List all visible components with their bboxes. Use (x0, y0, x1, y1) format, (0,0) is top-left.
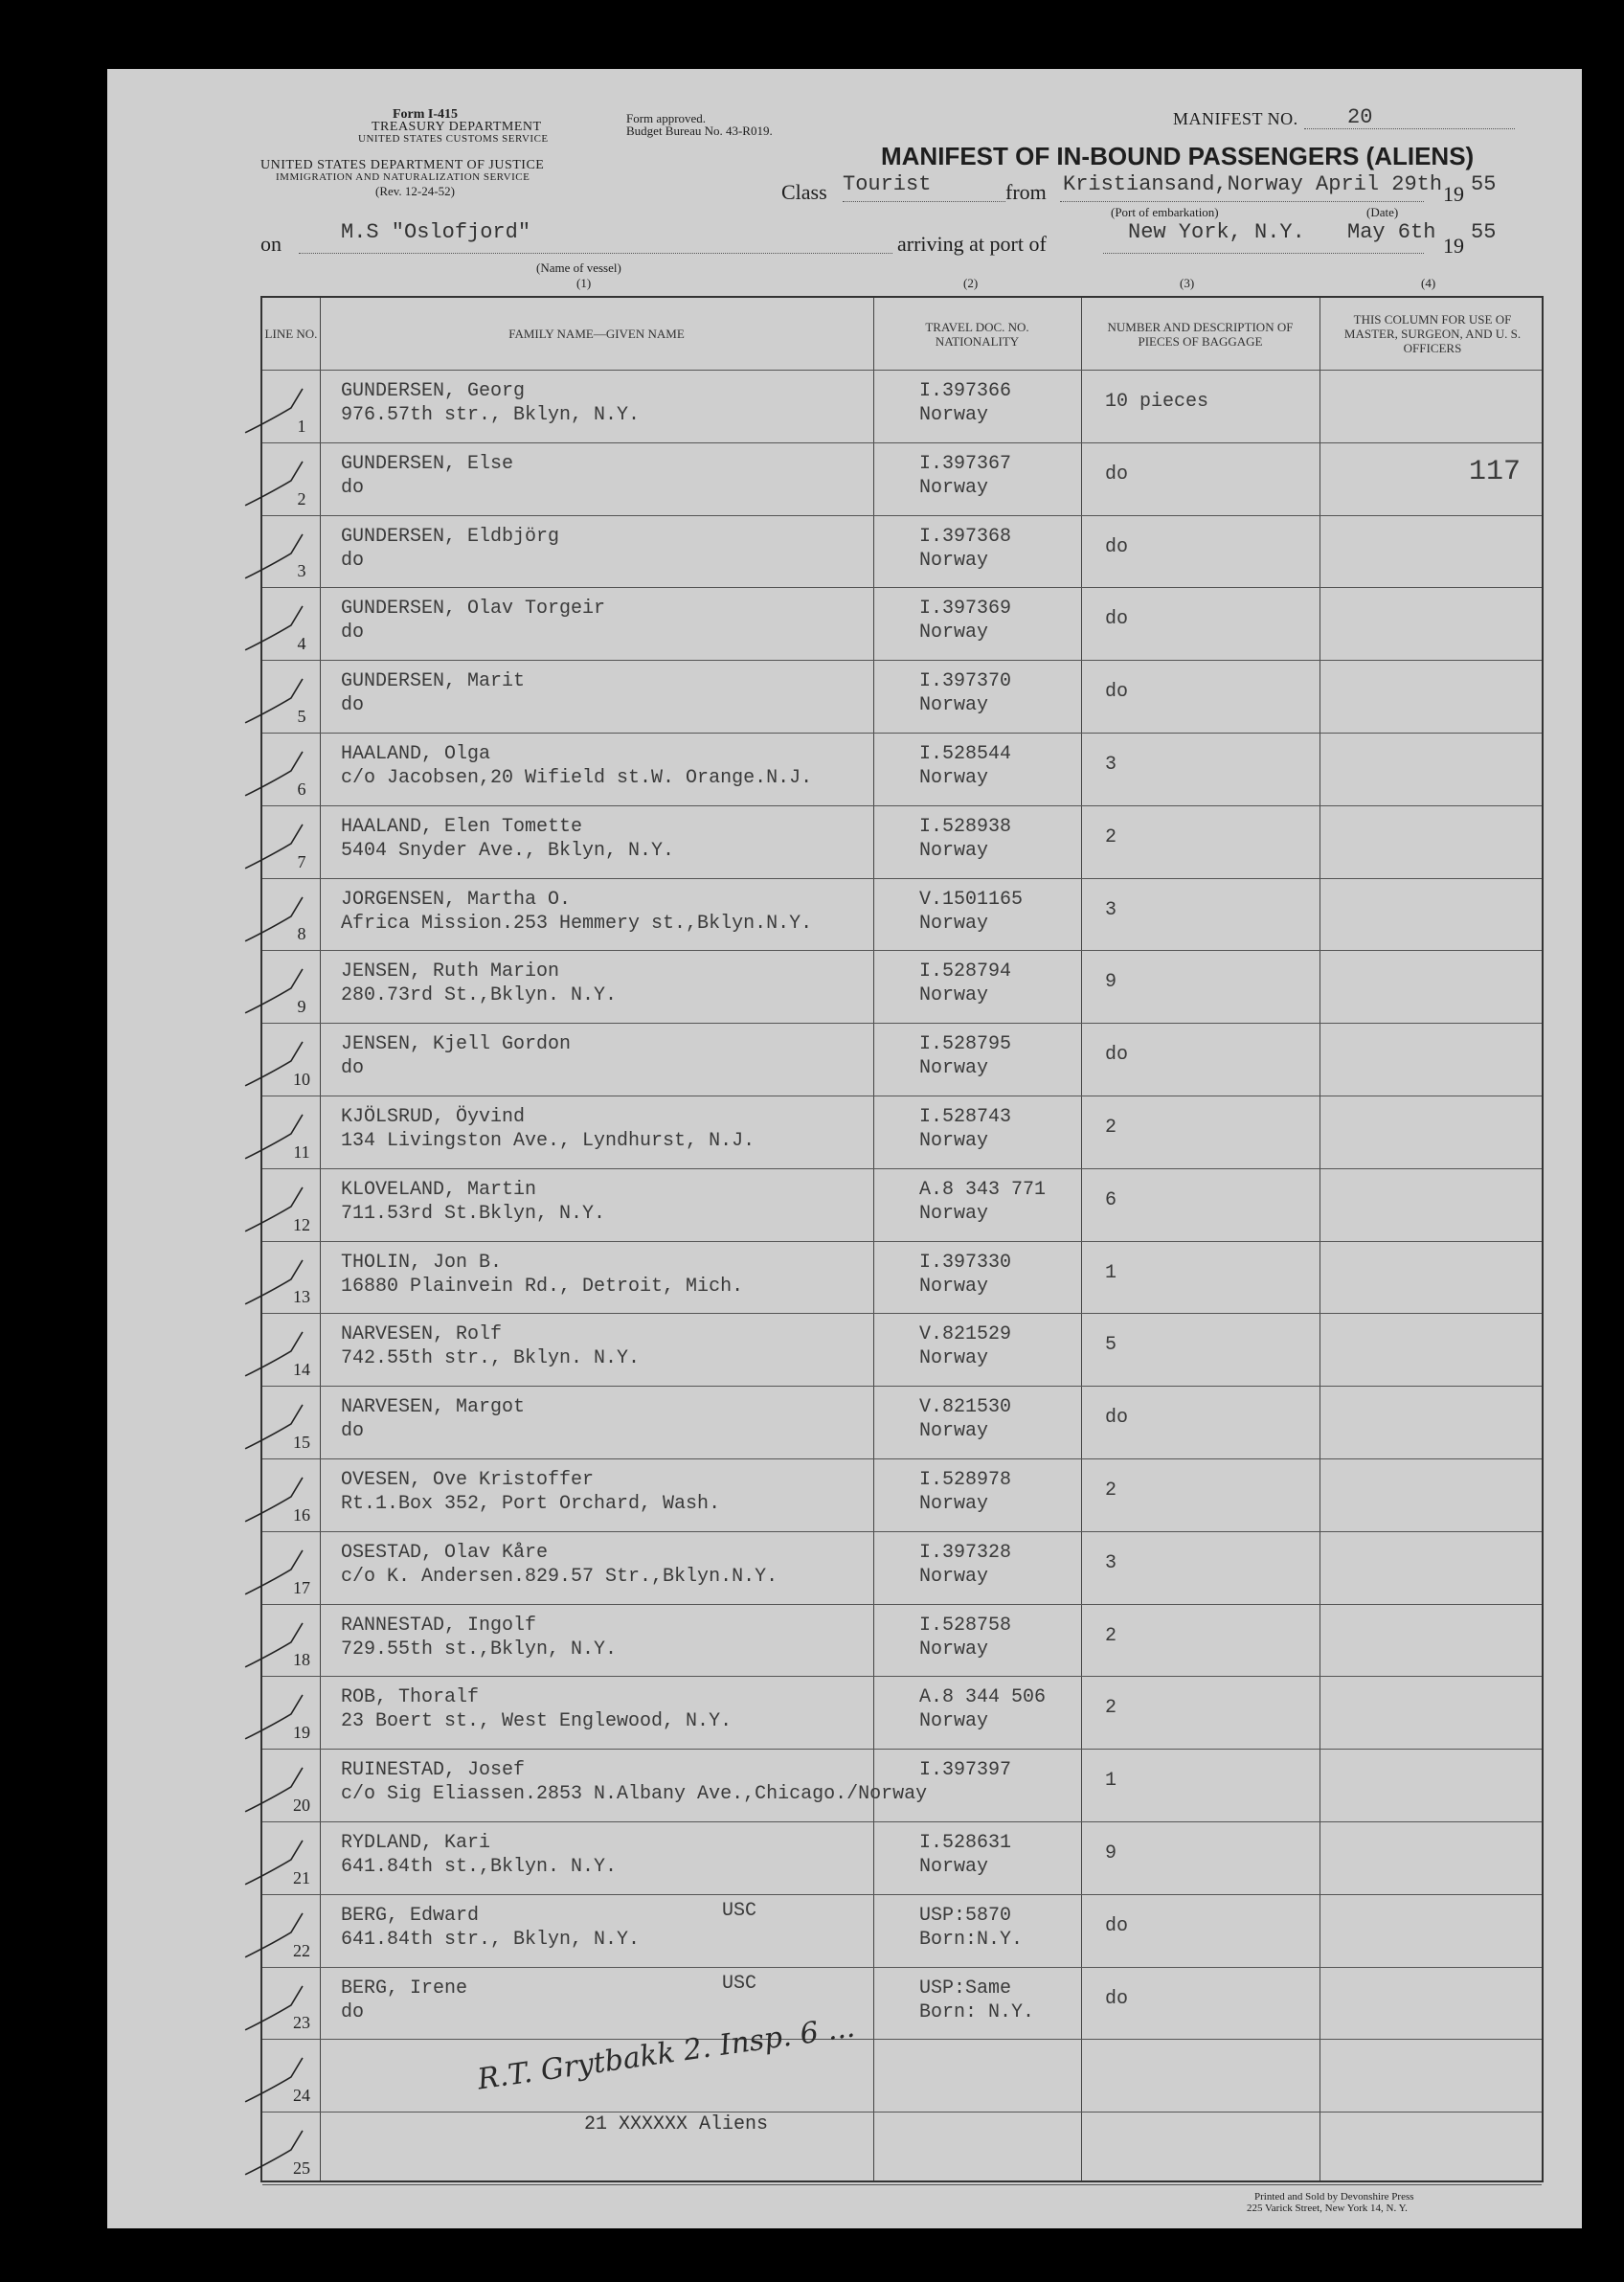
passenger-name: KLOVELAND, Martin (341, 1178, 537, 1201)
from-label: from (1005, 180, 1047, 204)
baggage-cell: 2 (1105, 1624, 1117, 1647)
passenger-name-cell (341, 1468, 720, 1516)
col-officers: THIS COLUMN FOR USE OF MASTER, SURGEON, AND U. S. OFFICERS (1343, 312, 1522, 355)
baggage-cell: 2 (1105, 1480, 1117, 1502)
citizen-note: USC (722, 1972, 757, 1995)
passenger-address: Africa Mission.253 Hemmery st.,Bklyn.N.Y. (341, 912, 813, 935)
travel-doc-number: A.8 344 506 (919, 1686, 1047, 1709)
treasury-dept: TREASURY DEPARTMENT (372, 120, 542, 134)
baggage-cell: 2 (1105, 825, 1117, 848)
passenger-table (260, 296, 1544, 2182)
baggage-cell: do (1105, 1914, 1129, 1937)
manifest-no-label: MANIFEST NO. (1173, 109, 1298, 128)
passenger-address: c/o K. Andersen.829.57 Str.,Bklyn.N.Y. (341, 1565, 778, 1588)
table-row (262, 1386, 1542, 1458)
travel-doc-number: I.397368 (919, 525, 1012, 548)
passenger-name-cell (341, 1395, 525, 1443)
baggage-cell: 3 (1105, 898, 1117, 921)
passenger-name: THOLIN, Jon B. (341, 1251, 503, 1274)
line-number: 8 (297, 924, 306, 944)
travel-doc-cell (919, 1977, 1034, 2024)
travel-doc-number: I.397367 (919, 452, 1012, 475)
col-number-4: (4) (1421, 276, 1436, 290)
passenger-name: GUNDERSEN, Marit (341, 670, 526, 693)
line-number: 19 (293, 1723, 310, 1743)
year-prefix-2: 19 (1443, 234, 1464, 258)
passenger-name-cell (341, 379, 640, 427)
travel-doc-cell (919, 1251, 1011, 1299)
passenger-name: GUNDERSEN, Georg (341, 380, 526, 402)
baggage-cell: do (1105, 1407, 1129, 1430)
passenger-address: c/o Sig Eliassen.2853 N.Albany Ave.,Chicago./Norway (341, 1783, 928, 1806)
passenger-name-cell (341, 1251, 743, 1299)
nationality: Norway (919, 1347, 989, 1370)
baggage-cell: do (1105, 463, 1129, 486)
passenger-address: do (341, 476, 365, 499)
passenger-name: JENSEN, Kjell Gordon (341, 1033, 572, 1056)
col-number-1: (1) (576, 276, 592, 290)
travel-doc-number: I.397369 (919, 598, 1012, 621)
baggage-cell: do (1105, 681, 1129, 704)
table-row (262, 1676, 1542, 1749)
passenger-address: 16880 Plainvein Rd., Detroit, Mich. (341, 1275, 744, 1298)
col-line-no: LINE NO. (264, 327, 318, 341)
table-row (262, 370, 1542, 442)
travel-doc-cell (919, 1395, 1011, 1443)
travel-doc-cell (919, 597, 1011, 644)
class-value: Tourist (843, 172, 932, 196)
passenger-address: 641.84th st.,Bklyn. N.Y. (341, 1856, 618, 1878)
travel-doc-number: USP:5870 (919, 1904, 1012, 1927)
nationality: Born: N.Y. (919, 2000, 1035, 2023)
line-number: 5 (297, 706, 306, 726)
line-number: 7 (297, 851, 306, 871)
baggage-cell: do (1105, 1987, 1129, 2010)
passenger-name-cell (341, 1685, 732, 1733)
line-number: 4 (297, 634, 306, 654)
baggage-cell: 9 (1105, 1842, 1117, 1864)
travel-doc-number: V.821530 (919, 1396, 1012, 1419)
passenger-address: 976.57th str., Bklyn, N.Y. (341, 404, 641, 426)
nationality: Norway (919, 1057, 989, 1080)
travel-doc-cell (919, 1541, 1011, 1589)
line-number: 16 (293, 1504, 310, 1525)
table-row (262, 587, 1542, 660)
travel-doc-number: I.397366 (919, 380, 1012, 402)
manifest-page (107, 69, 1582, 2228)
table-row (262, 733, 1542, 805)
passenger-address: c/o Jacobsen,20 Wifield st.W. Orange.N.J. (341, 767, 813, 789)
citizen-note: USC (722, 1899, 757, 1922)
col-number-2: (2) (963, 276, 979, 290)
vessel-caption: (Name of vessel) (536, 260, 621, 275)
travel-doc-number: I.528631 (919, 1832, 1012, 1854)
table-row (262, 515, 1542, 588)
nationality: Norway (919, 1710, 989, 1733)
baggage-cell: 1 (1105, 1261, 1117, 1284)
travel-doc-cell (919, 452, 1011, 500)
travel-doc-cell (919, 1831, 1011, 1879)
passenger-address: do (341, 694, 365, 717)
travel-doc-number: USP:Same (919, 1977, 1012, 2000)
line-number: 25 (293, 2158, 310, 2178)
passenger-name-cell (341, 1758, 927, 1806)
passenger-address: do (341, 1420, 365, 1443)
line-number: 2 (297, 488, 306, 508)
nationality: Norway (919, 1565, 989, 1588)
passenger-name-cell (341, 1105, 755, 1153)
passenger-name-cell (341, 960, 617, 1007)
travel-doc-cell (919, 1178, 1046, 1226)
travel-doc-number: I.397370 (919, 670, 1012, 693)
passenger-name: HAALAND, Elen Tomette (341, 815, 583, 838)
passenger-name: RYDLAND, Kari (341, 1832, 491, 1854)
passenger-name-cell (341, 1541, 778, 1589)
nationality: Born:N.Y. (919, 1928, 1024, 1951)
travel-doc-number: I.528758 (919, 1614, 1012, 1637)
travel-doc-number: I.528978 (919, 1469, 1012, 1491)
baggage-cell: 1 (1105, 1770, 1117, 1793)
passenger-name-cell (341, 669, 525, 717)
table-row (262, 1096, 1542, 1168)
passenger-name: NARVESEN, Rolf (341, 1323, 503, 1346)
travel-doc-cell (919, 1468, 1011, 1516)
line-number: 11 (293, 1141, 310, 1162)
table-row (262, 1821, 1542, 1894)
nationality: Norway (919, 1420, 989, 1443)
line-number: 10 (293, 1069, 310, 1089)
passenger-address: 641.84th str., Bklyn, N.Y. (341, 1928, 641, 1951)
form-approved: Form approved. (626, 111, 707, 125)
travel-doc-cell (919, 742, 1011, 790)
baggage-cell: 3 (1105, 754, 1117, 776)
baggage-cell: 2 (1105, 1697, 1117, 1720)
officer-note: 117 (1469, 455, 1522, 488)
table-row (262, 878, 1542, 951)
table-row (262, 1458, 1542, 1531)
form-title: Form I-415 (393, 107, 459, 122)
arrival-port: New York, N.Y. (1128, 220, 1305, 244)
passenger-name-cell (341, 1322, 640, 1370)
line-number: 3 (297, 561, 306, 581)
date-caption: (Date) (1366, 205, 1399, 219)
table-row (262, 1894, 1542, 1967)
passenger-address: 134 Livingston Ave., Lyndhurst, N.J. (341, 1130, 756, 1152)
table-row (262, 1168, 1542, 1241)
passenger-name-cell (341, 1614, 617, 1661)
passenger-name: RANNESTAD, Ingolf (341, 1614, 537, 1637)
from-value: Kristiansand,Norway April 29th (1063, 172, 1443, 196)
travel-doc-cell (919, 960, 1011, 1007)
table-row (262, 660, 1542, 733)
passenger-name-cell (341, 452, 513, 500)
travel-doc-number: A.8 343 771 (919, 1178, 1047, 1201)
line-number: 22 (293, 1940, 310, 1960)
passenger-name: GUNDERSEN, Eldbjörg (341, 525, 560, 548)
passenger-name: JORGENSEN, Martha O. (341, 888, 572, 911)
travel-doc-cell (919, 525, 1011, 573)
travel-doc-cell (919, 379, 1011, 427)
table-row (262, 805, 1542, 878)
passenger-name-cell (341, 1178, 605, 1226)
travel-doc-number: I.528795 (919, 1033, 1012, 1056)
nationality: Norway (919, 1202, 989, 1225)
line-number: 24 (293, 2086, 310, 2106)
travel-doc-number: V.1501165 (919, 888, 1024, 911)
manifest-title: MANIFEST OF IN-BOUND PASSENGERS (ALIENS) (881, 142, 1475, 170)
passenger-address: do (341, 1057, 365, 1080)
nationality: Norway (919, 476, 989, 499)
passenger-address: 280.73rd St.,Bklyn. N.Y. (341, 984, 618, 1007)
justice-dept: UNITED STATES DEPARTMENT OF JUSTICE (260, 158, 545, 172)
passenger-name: JENSEN, Ruth Marion (341, 960, 560, 983)
baggage-cell: 3 (1105, 1551, 1117, 1574)
passenger-address: do (341, 549, 365, 572)
passenger-name: GUNDERSEN, Olav Torgeir (341, 598, 606, 621)
passenger-address: 729.55th st.,Bklyn, N.Y. (341, 1638, 618, 1661)
nationality: Norway (919, 1638, 989, 1661)
year-1: 55 (1471, 172, 1497, 196)
passenger-name: HAALAND, Olga (341, 743, 491, 765)
passenger-name-cell (341, 597, 605, 644)
table-row (262, 2112, 1542, 2184)
col-number-3: (3) (1180, 276, 1195, 290)
travel-doc-number: I.397328 (919, 1541, 1012, 1564)
travel-doc-cell (919, 1685, 1046, 1733)
nationality: Norway (919, 984, 989, 1007)
manifest-no-value: 20 (1347, 105, 1373, 129)
year-2: 55 (1471, 220, 1497, 244)
passenger-name: BERG, Irene (341, 1977, 468, 2000)
table-row (262, 1967, 1542, 2040)
nationality: Norway (919, 1856, 989, 1878)
nationality: Norway (919, 549, 989, 572)
passenger-address: 5404 Snyder Ave., Bklyn, N.Y. (341, 839, 675, 862)
travel-doc-number: V.821529 (919, 1323, 1012, 1346)
budget-bureau: Budget Bureau No. 43-R019. (626, 124, 773, 138)
line-number: 13 (293, 1287, 310, 1307)
passenger-address: do (341, 621, 365, 644)
line-number: 9 (297, 997, 306, 1017)
passenger-name-cell (341, 1904, 640, 1952)
travel-doc-number: I.528794 (919, 960, 1012, 983)
printer-address: 225 Varick Street, New York 14, N. Y. (1247, 2203, 1408, 2214)
passenger-name: KJÖLSRUD, Öyvind (341, 1106, 526, 1128)
nationality: Norway (919, 767, 989, 789)
line-number: 17 (293, 1577, 310, 1597)
travel-doc-number: I.397330 (919, 1251, 1012, 1274)
baggage-cell: 5 (1105, 1334, 1117, 1357)
line-number: 21 (293, 1867, 310, 1887)
customs-service: UNITED STATES CUSTOMS SERVICE (358, 133, 549, 145)
travel-doc-cell (919, 1322, 1011, 1370)
vessel-name: M.S "Oslofjord" (341, 220, 531, 244)
travel-doc-number: I.528544 (919, 743, 1012, 765)
line-number: 12 (293, 1214, 310, 1234)
table-row (262, 442, 1542, 515)
passenger-name-cell (341, 1831, 617, 1879)
passenger-name-cell (341, 742, 812, 790)
nationality: Norway (919, 1493, 989, 1515)
table-row (262, 1604, 1542, 1677)
passenger-name: OSESTAD, Olav Kåre (341, 1541, 549, 1564)
nationality: Norway (919, 1275, 989, 1298)
passenger-address: 711.53rd St.Bklyn, N.Y. (341, 1202, 606, 1225)
nationality: Norway (919, 694, 989, 717)
travel-doc-number: I.528938 (919, 815, 1012, 838)
passenger-name-cell (341, 1977, 467, 2024)
travel-doc-cell (919, 815, 1011, 863)
table-row (262, 1241, 1542, 1314)
travel-doc-cell (919, 1105, 1011, 1153)
nationality: Norway (919, 404, 989, 426)
class-label: Class (781, 180, 827, 204)
table-row (262, 1023, 1542, 1096)
table-row (262, 1313, 1542, 1386)
line-number: 18 (293, 1650, 310, 1670)
table-row (262, 2039, 1542, 2112)
table-row (262, 1749, 1542, 1821)
passenger-name-cell (341, 525, 559, 573)
passenger-name: BERG, Edward (341, 1904, 480, 1927)
passenger-name: ROB, Thoralf (341, 1686, 480, 1709)
baggage-cell: 10 pieces (1105, 391, 1209, 413)
passenger-name: GUNDERSEN, Else (341, 452, 514, 475)
passenger-name-cell (341, 815, 674, 863)
travel-doc-cell (919, 1904, 1023, 1952)
baggage-cell: 9 (1105, 971, 1117, 994)
nationality: Norway (919, 1130, 989, 1152)
passenger-address: Rt.1.Box 352, Port Orchard, Wash. (341, 1493, 721, 1515)
passenger-address: do (341, 2000, 365, 2023)
travel-doc-cell (919, 1032, 1011, 1080)
line-number: 14 (293, 1360, 310, 1380)
nationality: Norway (919, 912, 989, 935)
passenger-address: 23 Boert st., West Englewood, N.Y. (341, 1710, 733, 1733)
line-number: 15 (293, 1432, 310, 1452)
line-number: 6 (297, 779, 306, 799)
col-name: FAMILY NAME—GIVEN NAME (508, 327, 685, 341)
baggage-cell: 6 (1105, 1188, 1117, 1211)
printer-note: Printed and Sold by Devonshire Press (1254, 2191, 1414, 2203)
passenger-name: OVESEN, Ove Kristoffer (341, 1469, 595, 1491)
year-prefix-1: 19 (1443, 182, 1464, 206)
on-label: on (260, 232, 282, 256)
signature: R.T. Grytbakk 2. Insp. 6 ... (475, 2010, 857, 2097)
passenger-name: RUINESTAD, Josef (341, 1759, 526, 1782)
ins-service: IMMIGRATION AND NATURALIZATION SERVICE (276, 171, 530, 183)
travel-doc-cell (919, 1758, 1011, 1782)
line-number: 23 (293, 2013, 310, 2033)
baggage-cell: do (1105, 1044, 1129, 1067)
travel-doc-cell (919, 888, 1023, 936)
arrival-date: May 6th (1347, 220, 1436, 244)
baggage-cell: do (1105, 608, 1129, 631)
baggage-cell: 2 (1105, 1117, 1117, 1139)
nationality: Norway (919, 621, 989, 644)
travel-doc-number: I.397397 (919, 1759, 1012, 1782)
col-travel-doc: TRAVEL DOC. NO. NATIONALITY (925, 319, 1029, 349)
embark-caption: (Port of embarkation) (1111, 205, 1219, 219)
line-number: 20 (293, 1795, 310, 1815)
passenger-name-cell (341, 888, 812, 936)
passenger-name: NARVESEN, Margot (341, 1396, 526, 1419)
total-aliens-note: 21 XXXXXX Aliens (584, 2113, 769, 2135)
travel-doc-cell (919, 1614, 1011, 1661)
col-baggage: NUMBER AND DESCRIPTION OF PIECES OF BAGGAGE (1107, 319, 1294, 349)
baggage-cell: do (1105, 535, 1129, 558)
travel-doc-number: I.528743 (919, 1106, 1012, 1128)
line-number: 1 (297, 416, 306, 436)
passenger-name-cell (341, 1032, 571, 1080)
revision-date: (Rev. 12-24-52) (375, 184, 455, 198)
travel-doc-cell (919, 669, 1011, 717)
arriving-label: arriving at port of (897, 232, 1047, 256)
nationality: Norway (919, 839, 989, 862)
table-row (262, 950, 1542, 1023)
table-row (262, 1531, 1542, 1604)
passenger-address: 742.55th str., Bklyn. N.Y. (341, 1347, 641, 1370)
